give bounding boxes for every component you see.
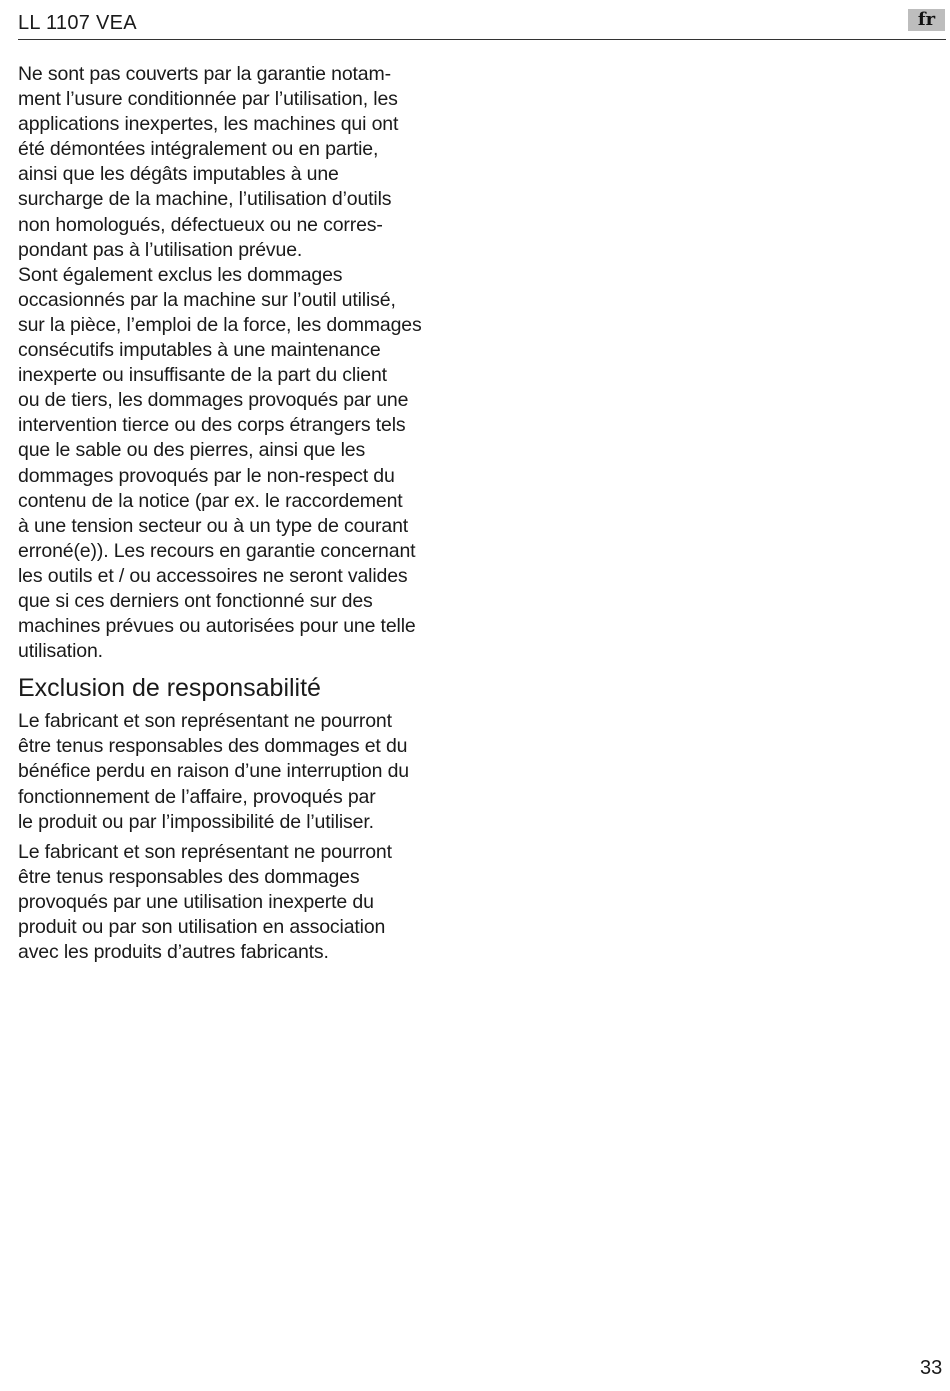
text-line: utilisation. <box>18 640 103 663</box>
text-line: ment l’usure conditionnée par l’utilisation, les <box>18 88 398 111</box>
text-line: ou de tiers, les dommages provoqués par une <box>18 389 409 412</box>
text-line: Sont également exclus les dommages <box>18 263 343 286</box>
text-line: Le fabricant et son représentant ne pourront <box>18 840 392 863</box>
text-line: bénéfice perdu en raison d’une interruption du <box>18 760 409 783</box>
text-line: avec les produits d’autres fabricants. <box>18 941 329 964</box>
text-line: occasionnés par la machine sur l’outil utilisé, <box>18 288 396 311</box>
document-model-title: LL 1107 VEA <box>18 12 137 34</box>
text-line: provoqués par une utilisation inexperte du <box>18 890 374 913</box>
text-line: dommages provoqués par le non-respect du <box>18 464 395 487</box>
text-line: consécutifs imputables à une maintenance <box>18 339 381 362</box>
text-line: été démontées intégralement ou en partie, <box>18 138 379 161</box>
text-line: Le fabricant et son représentant ne pourront <box>18 710 392 733</box>
text-line: contenu de la notice (par ex. le raccordement <box>18 489 403 512</box>
text-line: être tenus responsables des dommages et du <box>18 735 408 758</box>
text-line: fonctionnement de l’affaire, provoqués par <box>18 785 376 808</box>
header-divider <box>18 39 946 40</box>
text-line: Ne sont pas couverts par la garantie notam- <box>18 63 391 85</box>
main-content <box>18 62 458 965</box>
warranty-exclusions-section <box>18 62 458 664</box>
liability-section-heading: Exclusion de responsabilité <box>18 674 321 703</box>
warranty-paragraph-1 <box>18 62 458 263</box>
text-line: pondant pas à l’utilisation prévue. <box>18 238 303 261</box>
text-line: que le sable ou des pierres, ainsi que les <box>18 439 366 462</box>
text-line: non homologués, défectueux ou ne corres- <box>18 213 383 236</box>
text-line: sur la pièce, l’emploi de la force, les dommages <box>18 313 422 336</box>
text-line: les outils et / ou accessoires ne seront valides <box>18 564 408 587</box>
page-number: 33 <box>920 1357 943 1379</box>
text-line: intervention tierce ou des corps étrangers tels <box>18 414 406 437</box>
liability-paragraph-1 <box>18 709 458 834</box>
text-line: inexperte ou insuffisante de la part du client <box>18 364 387 387</box>
text-line: erroné(e)). Les recours en garantie concernant <box>18 539 416 562</box>
text-line: surcharge de la machine, l’utilisation d’outils <box>18 188 392 211</box>
language-badge: fr <box>908 9 945 31</box>
liability-paragraph-2 <box>18 840 458 965</box>
liability-section <box>18 709 458 965</box>
text-line: le produit ou par l’impossibilité de l’utiliser. <box>18 810 374 833</box>
text-line: produit ou par son utilisation en association <box>18 916 386 938</box>
text-line: applications inexpertes, les machines qui ont <box>18 113 399 136</box>
text-line: à une tension secteur ou à un type de courant <box>18 514 409 537</box>
text-line: machines prévues ou autorisées pour une telle <box>18 615 416 638</box>
warranty-paragraph-2 <box>18 263 458 665</box>
text-line: être tenus responsables des dommages <box>18 865 360 888</box>
text-line: que si ces derniers ont fonctionné sur des <box>18 589 373 612</box>
text-line: ainsi que les dégâts imputables à une <box>18 163 339 186</box>
